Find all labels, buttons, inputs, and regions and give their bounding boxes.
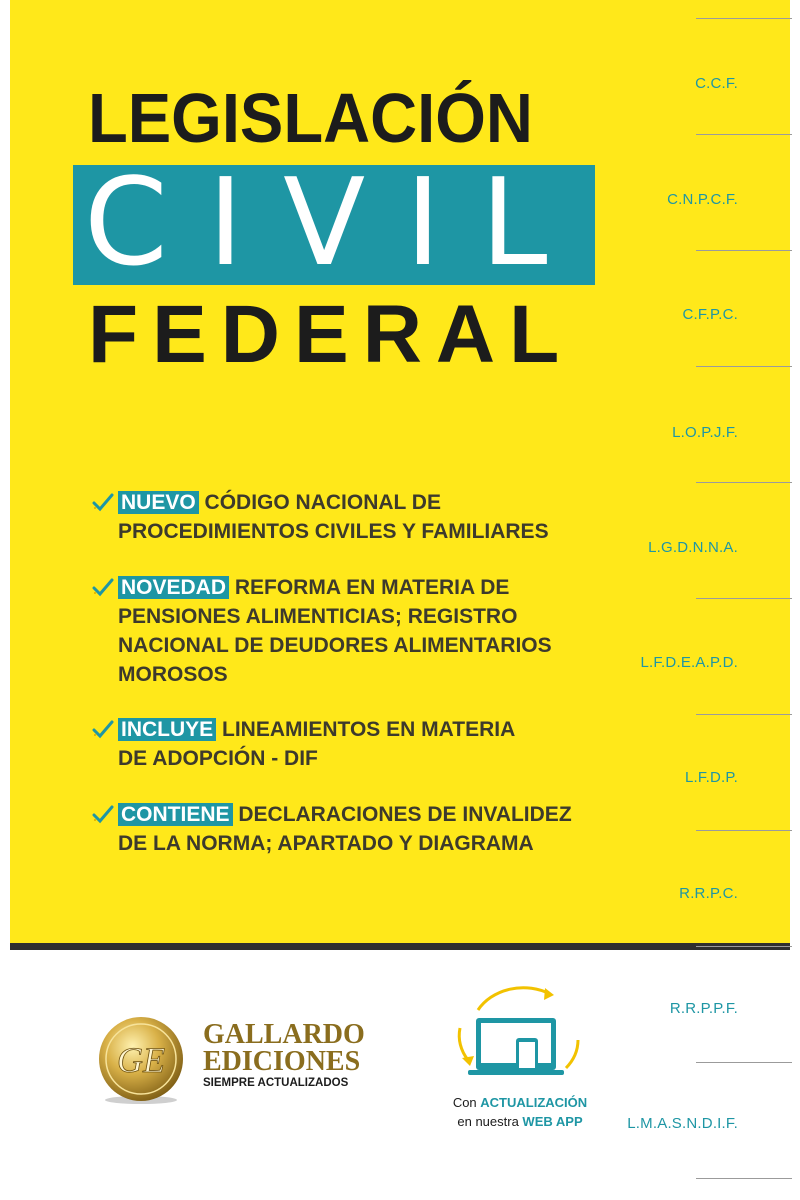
tab-divider xyxy=(696,946,792,947)
feature-tag: NUEVO xyxy=(118,491,199,514)
tab-divider xyxy=(696,250,792,251)
feature-text: DE LA NORMA; APARTADO Y DIAGRAMA xyxy=(118,832,534,855)
title-legislacion: LEGISLACIÓN xyxy=(88,79,533,157)
feature-text: LINEAMIENTOS EN MATERIA xyxy=(216,718,516,741)
webapp-prefix: en nuestra xyxy=(457,1114,523,1129)
feature-tag: NOVEDAD xyxy=(118,576,229,599)
feature-text: DE ADOPCIÓN - DIF xyxy=(118,747,318,770)
title-federal: FEDERAL xyxy=(88,289,574,380)
tab-divider xyxy=(696,482,792,483)
feature-text: PENSIONES ALIMENTICIAS; REGISTRO xyxy=(118,605,518,628)
title-civil: CIVIL xyxy=(84,154,588,293)
tab-divider xyxy=(696,366,792,367)
publisher-name-line2: EDICIONES xyxy=(203,1046,361,1077)
tab-divider xyxy=(696,134,792,135)
tab-divider xyxy=(696,1062,792,1063)
feature-tag: INCLUYE xyxy=(118,718,216,741)
tab-divider xyxy=(696,598,792,599)
tab-label: C.F.P.C. xyxy=(682,306,738,323)
feature-text: DECLARACIONES DE INVALIDEZ xyxy=(232,803,572,826)
tab-divider xyxy=(696,1178,792,1179)
publisher-tagline: SIEMPRE ACTUALIZADOS xyxy=(203,1077,349,1089)
tab-label: L.F.D.E.A.P.D. xyxy=(640,654,738,671)
webapp-line1 xyxy=(440,1095,600,1110)
webapp-prefix: Con xyxy=(452,1095,481,1110)
feature-text: PROCEDIMIENTOS CIVILES Y FAMILIARES xyxy=(118,520,549,543)
webapp-line2 xyxy=(440,1114,600,1129)
check-icon xyxy=(92,492,114,512)
index-tabs xyxy=(620,0,795,1200)
feature-text: CÓDIGO NACIONAL DE xyxy=(198,491,441,514)
webapp-strong: WEB APP xyxy=(522,1114,583,1129)
publisher-seal-icon xyxy=(96,1015,186,1105)
feature-tag: CONTIENE xyxy=(118,803,233,826)
feature-item-contiene xyxy=(92,800,612,858)
webapp-strong: ACTUALIZACIÓN xyxy=(480,1095,588,1110)
devices-sync-icon xyxy=(448,980,588,1090)
tab-label: C.N.P.C.F. xyxy=(667,191,738,208)
tab-divider xyxy=(696,18,792,19)
tab-label: C.C.F. xyxy=(695,75,738,92)
tab-label: L.F.D.P. xyxy=(684,769,738,786)
tab-label: L.M.A.S.N.D.I.F. xyxy=(627,1115,738,1132)
seal-monogram: GE xyxy=(117,1040,165,1080)
publisher-name-line1: GALLARDO xyxy=(203,1019,365,1050)
feature-text: REFORMA EN MATERIA DE xyxy=(229,576,510,599)
tab-divider xyxy=(696,714,792,715)
check-icon xyxy=(92,804,114,824)
tab-label: R.R.P.P.F. xyxy=(669,1000,738,1017)
feature-item-nuevo xyxy=(92,488,612,546)
feature-text: MOROSOS xyxy=(118,663,228,686)
feature-item-incluye xyxy=(92,715,612,773)
feature-text: NACIONAL DE DEUDORES ALIMENTARIOS xyxy=(118,634,552,657)
tab-label: R.R.P.C. xyxy=(679,885,738,902)
check-icon xyxy=(92,719,114,739)
tab-divider xyxy=(696,830,792,831)
check-icon xyxy=(92,577,114,597)
feature-item-novedad xyxy=(92,573,612,689)
tab-label: L.G.D.N.N.A. xyxy=(648,539,738,556)
tab-label: L.O.P.J.F. xyxy=(672,424,738,441)
